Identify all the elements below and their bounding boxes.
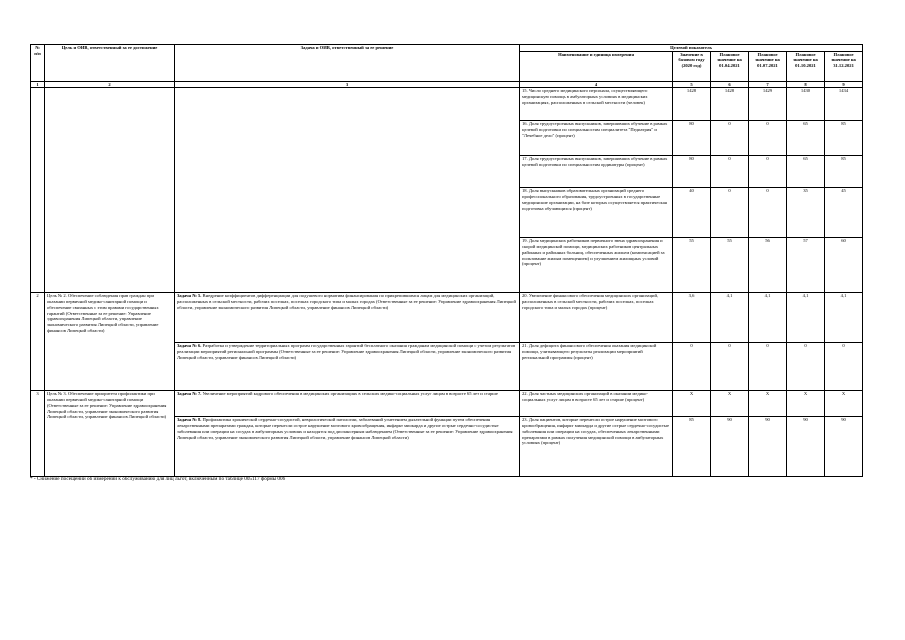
indicator-value: 0: [673, 343, 711, 391]
goal-text: Цель № 3. Обеспечение приоритета профилактики при оказании первичной медико-санитарной помощи (Ответственные за ее решение: Управление здравоохранения Липецкой области, управление экономического развития Липецкой области, управление финансов Липецкой области): [45, 391, 175, 477]
indicator-value: 1428: [673, 88, 711, 121]
indicator-value: 0: [711, 121, 749, 156]
indicator-value: 90: [711, 417, 749, 477]
indicator-value: 85: [825, 156, 863, 188]
task-label: Задача № 5.: [177, 293, 202, 299]
table-row: [31, 293, 863, 343]
header-plan-q4: Плановое значение на 31.12.2021: [825, 51, 863, 81]
indicator-value: Х: [787, 391, 825, 417]
indicator-value: 1429: [749, 88, 787, 121]
column-numbers-row: [31, 81, 863, 88]
indicator-value: 65: [787, 121, 825, 156]
indicator-name: 17. Доля трудоустроенных выпускников, завершивших обучение в рамках целевой подготовки по специальностям ординатуры (процент): [520, 156, 673, 188]
footnote: * - Снижение посещений об измерении к обслуживанию для лиц льгот, включенным по таблице 005117 формы 006: [30, 476, 286, 482]
col-number: 4: [520, 81, 673, 88]
indicator-value: Х: [711, 391, 749, 417]
indicator-value: 85: [825, 121, 863, 156]
indicator-name: 23. Доля пациентов, которые перенесли острое нарушение мозгового кровообращения, инфаркт миокарда и другие острые сердечно-сосудистые заболевания или операции на сосудах, обеспеченных лекарственными препаратами в рамках получения медицинской помощи в амбулаторных условиях (процент): [520, 417, 673, 477]
indicator-value: 90: [749, 417, 787, 477]
col-number: 6: [711, 81, 749, 88]
header-target: Целевой показатель: [520, 45, 863, 52]
indicator-name: 19. Доля медицинских работников первичного звена здравоохранения и скорой медицинской помощи, медицинских работников центральных районных и районных больниц, обеспеченных жильем (компенсацией за пользование жилым помещением) и улучшением жилищных условий (процент): [520, 238, 673, 293]
indicator-value: 80: [673, 156, 711, 188]
indicator-value: 3,6: [673, 293, 711, 343]
indicator-value: 56: [749, 238, 787, 293]
document-page: [30, 44, 863, 477]
indicator-value: 0: [825, 343, 863, 391]
indicator-value: 4,1: [825, 293, 863, 343]
task-label: Задача № 6.: [177, 343, 202, 349]
task-description: Увеличение мероприятий кадрового обеспечения в медицинских организациях в сельских медико-социальных услуг лицам в возрасте 65 лет и старше: [201, 391, 498, 397]
col-number: 7: [749, 81, 787, 88]
target-indicators-table: [30, 44, 863, 477]
col-number: 9: [825, 81, 863, 88]
header-num: № п/п: [31, 45, 45, 82]
indicator-value: 45: [825, 188, 863, 238]
header-task: Задача и ОИВ, ответственный за ее решение: [175, 45, 520, 82]
col-number: 1: [31, 81, 45, 88]
task-description: Разработка и утверждение территориальных программ государственных гарантий бесплатного оказания гражданам медицинской помощи с учетом результатов реализации мероприятий региональной программы (Ответственные за ее решение: Управление здравоохранения Липецкой области, управление экономического развития Липецкой области, управление финансов Липецкой области): [177, 343, 516, 360]
indicator-value: 0: [749, 121, 787, 156]
indicator-name: 20. Увеличение финансового обеспечения медицинских организаций, расположенных в сельской местности, рабочих поселках, поселках городского типа и малых городах (процент): [520, 293, 673, 343]
task-text: [175, 391, 520, 417]
table-row: [31, 391, 863, 417]
indicator-value: 55: [711, 238, 749, 293]
goal-text: Цель № 2. Обеспечение соблюдения прав граждан при оказании первичной медико-санитарной помощи и обеспечение связанных с этим правами государственных гарантий (Ответственные за ее решение: Управление здравоохранения Липецкой области, управление экономического развития Липецкой области, управление финансов Липецкой области): [45, 293, 175, 391]
indicator-value: 4,1: [749, 293, 787, 343]
col-number: 8: [787, 81, 825, 88]
indicator-value: 40: [673, 188, 711, 238]
task-text: [175, 417, 520, 477]
indicator-value: 1430: [787, 88, 825, 121]
header-plan-q1: Плановое значение на 01.04.2021: [711, 51, 749, 81]
indicator-name: 16. Доля трудоустроенных выпускников, завершивших обучение в рамках целевой подготовки по специальностям специалитета "Педиатрия" и "Лечебное дело" (процент): [520, 121, 673, 156]
indicator-value: 55: [673, 238, 711, 293]
task-text: [175, 293, 520, 343]
header-plan-q3: Плановое значение на 01.10.2021: [787, 51, 825, 81]
task-label: Задача № 7.: [177, 391, 202, 397]
indicator-value: 60: [825, 238, 863, 293]
header-indicator: Наименование и единица измерения: [520, 51, 673, 81]
task-description: Внедрение коэффициентов дифференциации для подушевого норматива финансирования по прикрепившимся лицам для медицинских организаций, расположенных в сельской местности, рабочих поселках, поселках городского типа и малых городах (Ответственные за ее решение: Управление здравоохранения Липецкой области, управление экономического развития Липецкой области, управление финансов Липецкой области): [177, 293, 516, 310]
indicator-name: 22. Доля частных медицинских организаций в оказании медико-социальных услуг лицам в возрасте 65 лет и старше (процент): [520, 391, 673, 417]
header-base: Значение в базовом году (2020 год): [673, 51, 711, 81]
indicator-value: 90: [787, 417, 825, 477]
indicator-value: 1428: [711, 88, 749, 121]
indicator-value: 57: [787, 238, 825, 293]
task-label: Задача № 8.: [177, 417, 202, 423]
indicator-name: 21. Доля дефицита финансового обеспечения оказания медицинской помощи, учитывающего результаты реализации мероприятий региональной программы (процент): [520, 343, 673, 391]
header-goal: Цель и ОИВ, ответственный за ее достижение: [45, 45, 175, 82]
col-number: 3: [175, 81, 520, 88]
indicator-value: 0: [749, 188, 787, 238]
indicator-value: 0: [711, 188, 749, 238]
indicator-value: 4,1: [711, 293, 749, 343]
row-number: 2: [31, 293, 45, 391]
indicator-value: 0: [711, 156, 749, 188]
indicator-value: 0: [749, 156, 787, 188]
indicator-value: Х: [749, 391, 787, 417]
indicator-name: 18. Доля выпускников образовательных организаций среднего профессионального образования, трудоустроенных в государственные медицинские организации, на базе которых осуществляется практическая подготовка обучающихся (процент): [520, 188, 673, 238]
indicator-value: 65: [787, 156, 825, 188]
indicator-value: 0: [711, 343, 749, 391]
indicator-value: 0: [749, 343, 787, 391]
indicator-value: 80: [673, 121, 711, 156]
indicator-value: Х: [673, 391, 711, 417]
row-number: 3: [31, 391, 45, 477]
indicator-value: 4,1: [787, 293, 825, 343]
indicator-value: Х: [825, 391, 863, 417]
col-number: 2: [45, 81, 175, 88]
task-text: [175, 343, 520, 391]
indicator-value: 35: [787, 188, 825, 238]
indicator-value: 0: [787, 343, 825, 391]
task-description: Профилактика хронической сердечно-сосудистой, неврологической патологии, заболеваний угнетением дыхательной функции путем обеспечения лекарственными препаратами граждан, которые перенесли острое нарушение мозгового кровообращения, инфаркт миокарда и другие острые сердечно-сосудистые заболевания или операции на сосудах в амбулаторных условиях и находятся под диспансерным наблюдением (Ответственные за ее решение: Управление здравоохранения Липецкой области, управление экономического развития Липецкой области, управление финансов Липецкой области): [177, 417, 513, 440]
indicator-value: 85: [673, 417, 711, 477]
table-row: [31, 88, 863, 121]
header-plan-q2: Плановое значение на 01.07.2021: [749, 51, 787, 81]
col-number: 5: [673, 81, 711, 88]
indicator-value: 90: [825, 417, 863, 477]
indicator-name: 15. Число среднего медицинского персонала, осуществляющего медицинскую помощь в амбулаторных условиях в медицинских организациях, расположенных в сельской местности (человек): [520, 88, 673, 121]
indicator-value: 1434: [825, 88, 863, 121]
